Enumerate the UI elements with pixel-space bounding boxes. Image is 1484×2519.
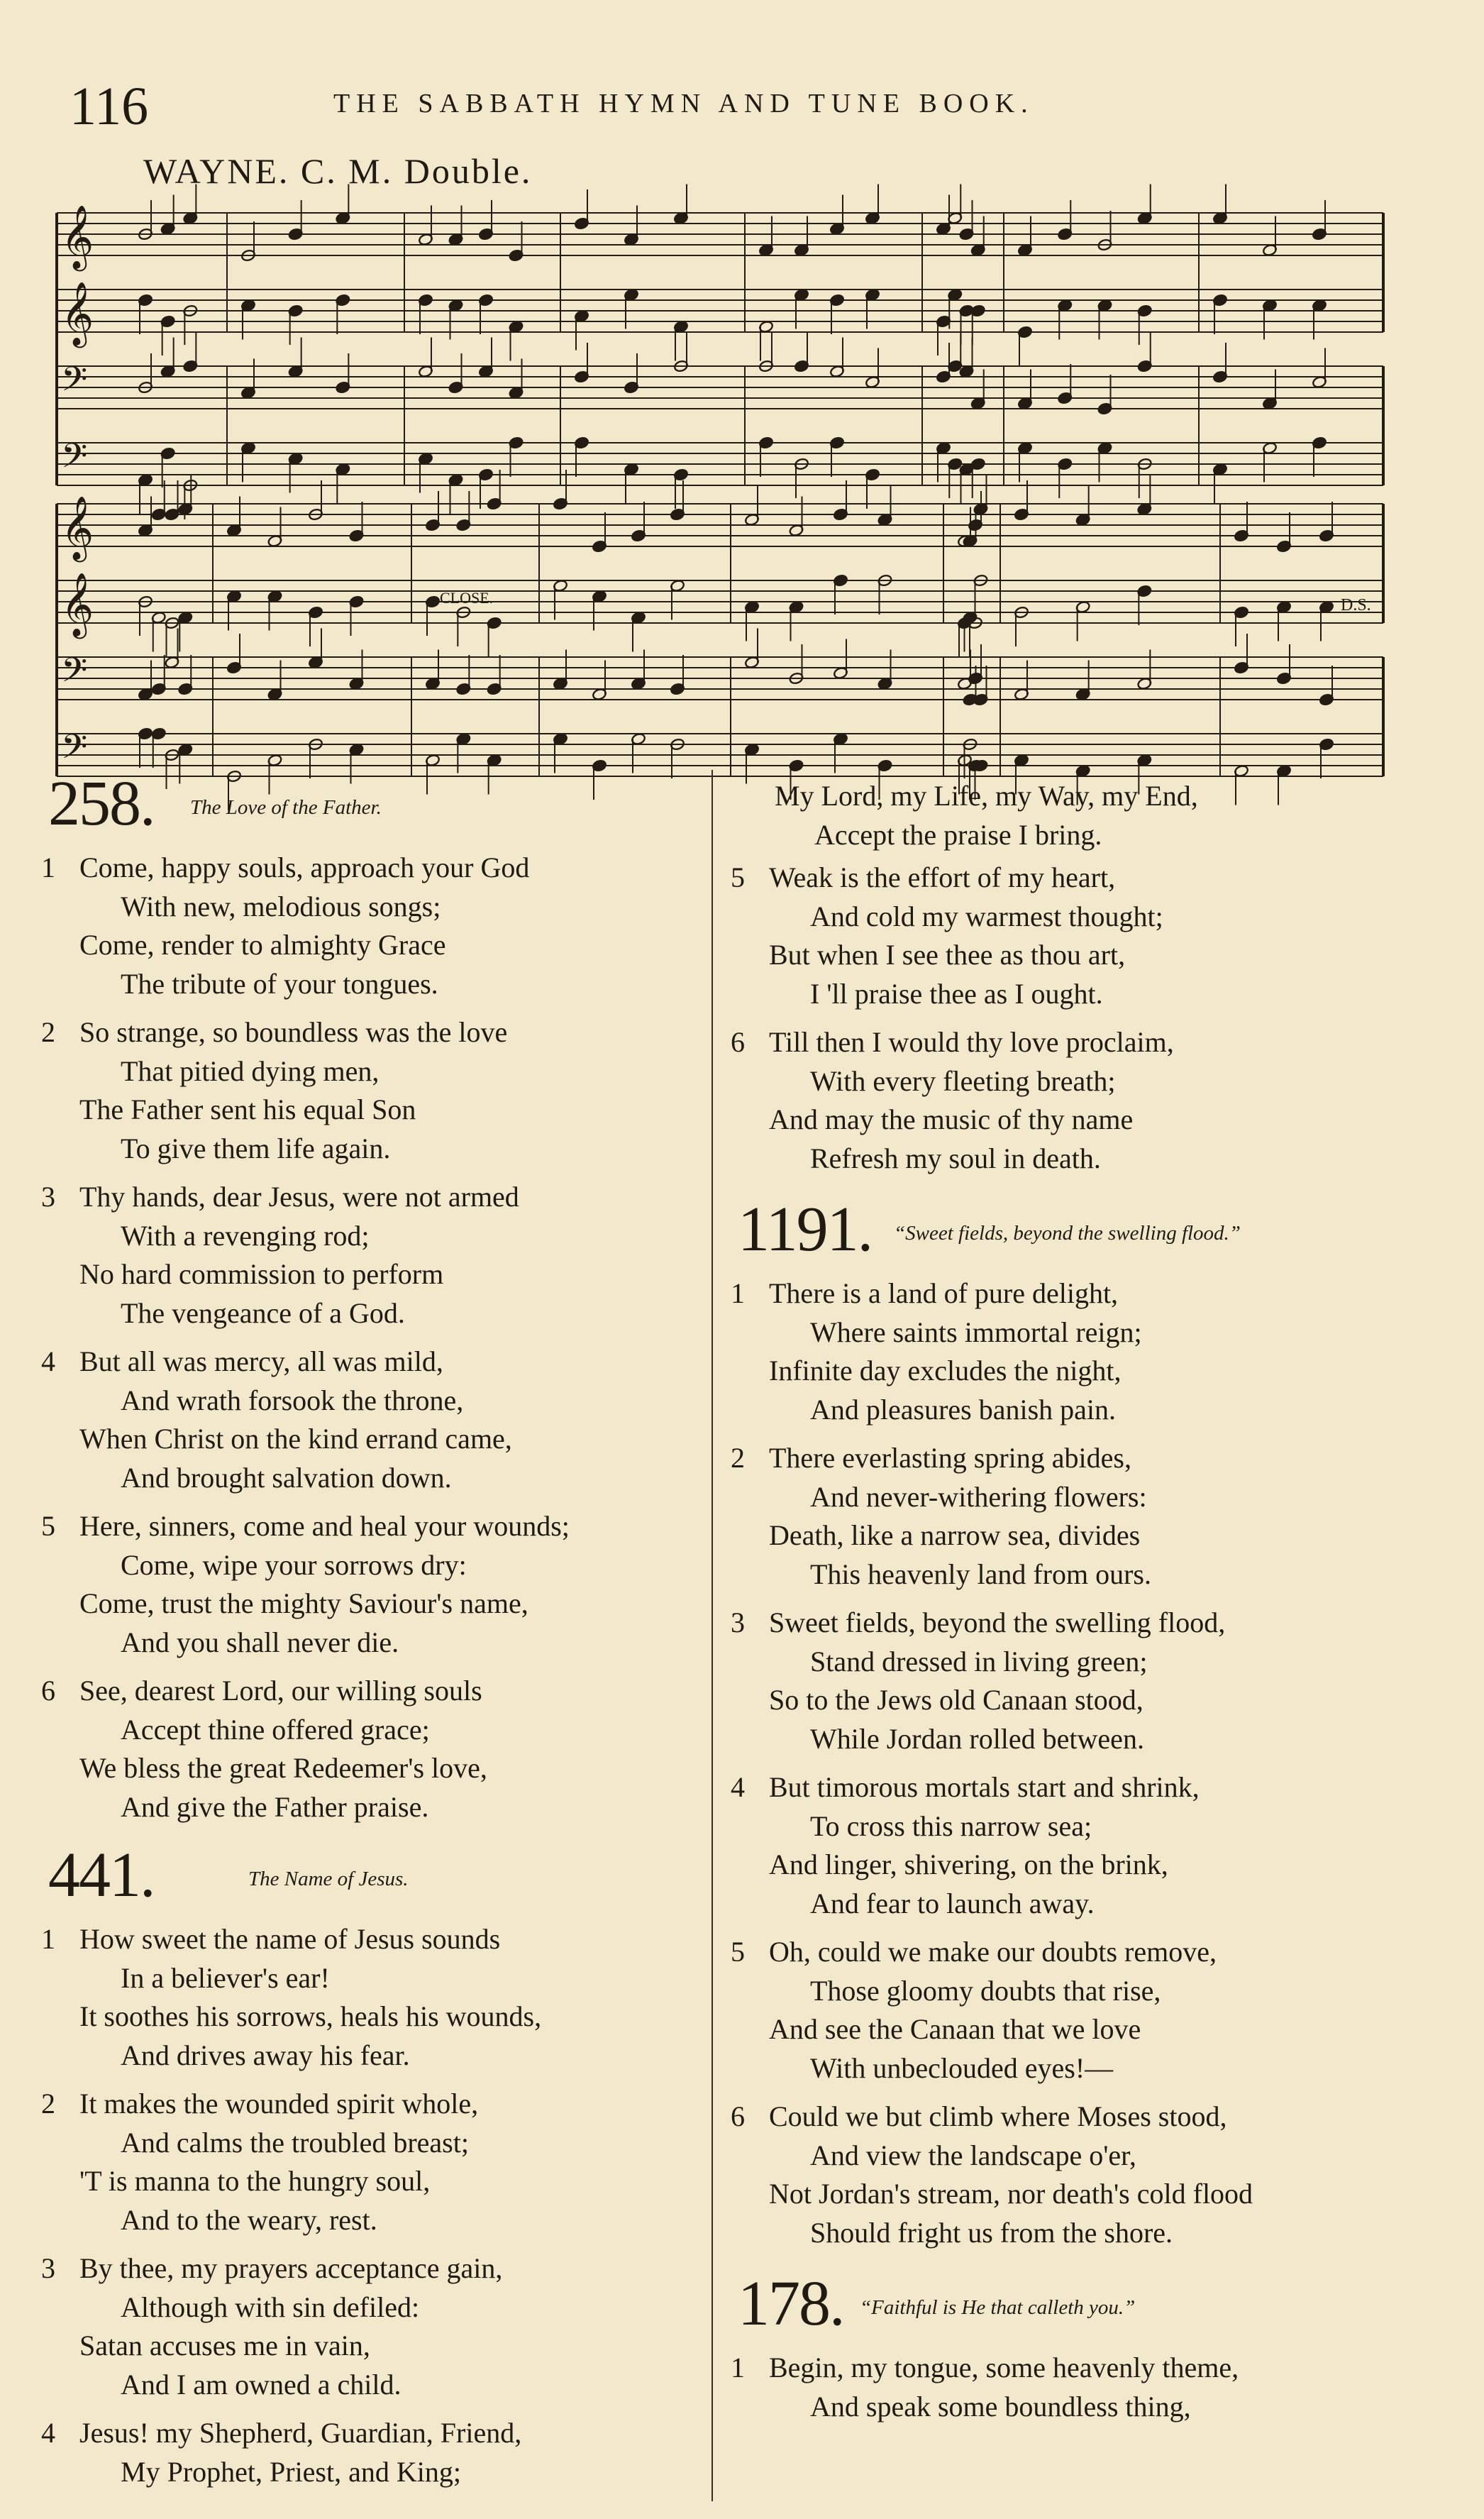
verse-line — [731, 1140, 1440, 1179]
verse-line — [41, 849, 701, 888]
verse-number: 4 — [731, 1771, 745, 1803]
verse-number: 5 — [731, 861, 745, 893]
verse-line — [731, 1352, 1440, 1391]
verse-line — [41, 1624, 701, 1663]
verse — [731, 2098, 1440, 2252]
hymn-subtitle: The Name of Jesus. — [248, 1868, 409, 1890]
verse-number: 1 — [41, 851, 55, 883]
verse-line — [41, 1997, 701, 2036]
verse-text: Refresh my soul in death. — [810, 1142, 1101, 1174]
treble-clef: 𝄞 — [61, 573, 94, 635]
verse-text: And see the Canaan that we love — [769, 2013, 1141, 2045]
verse-text: With new, melodious songs; — [121, 890, 441, 922]
verse-line — [41, 1255, 701, 1294]
hymn-number: 178. — [738, 2269, 844, 2339]
verse-text: But all was mercy, all was mild, — [79, 1345, 443, 1377]
verse-line — [731, 1023, 1440, 1062]
hymn-header — [41, 768, 701, 849]
verse-text: By thee, my prayers acceptance gain, — [79, 2252, 503, 2284]
hymn-header — [731, 1194, 1440, 1274]
verse-text: And pleasures banish pain. — [810, 1393, 1117, 1426]
verse-line — [41, 2249, 701, 2288]
verse-line — [41, 2288, 701, 2327]
verse-line — [41, 2453, 701, 2492]
verse-text: Thy hands, dear Jesus, were not armed — [79, 1181, 519, 1213]
verse-text: And wrath forsook the throne, — [121, 1384, 464, 1416]
verse-text: And never-withering flowers: — [810, 1480, 1147, 1513]
hymn-subtitle: “Faithful is He that calleth you.” — [860, 2296, 1136, 2319]
verse-text: 'T is manna to the hungry soul, — [79, 2165, 431, 2197]
verse-line — [731, 2137, 1440, 2176]
verse-line — [41, 1052, 701, 1091]
verse-text: The vengeance of a God. — [121, 1296, 405, 1329]
verse-line — [731, 1846, 1440, 1885]
verse-text: To give them life again. — [121, 1132, 391, 1164]
verse — [731, 2349, 1440, 2426]
verse-line — [41, 926, 701, 965]
verse-number: 3 — [41, 2252, 55, 2284]
verse-text: Sweet fields, beyond the swelling flood, — [769, 1606, 1226, 1638]
verse-line — [731, 1604, 1440, 1643]
verse — [41, 1178, 701, 1333]
verse-number: 4 — [41, 2417, 55, 2449]
verse-text: There everlasting spring abides, — [769, 1442, 1131, 1474]
tune-title: WAYNE. C. M. Double. — [143, 151, 533, 191]
verse-line — [41, 1343, 701, 1382]
verse-text: Those gloomy doubts that rise, — [810, 1974, 1161, 2007]
verse-line — [731, 1555, 1440, 1594]
verse-line — [731, 1101, 1440, 1140]
treble-clef: 𝄞 — [61, 497, 94, 558]
verse-line — [41, 1507, 701, 1546]
verse-line — [731, 1062, 1440, 1101]
verse-text: This heavenly land from ours. — [810, 1558, 1151, 1590]
verse-number: 1 — [731, 1277, 745, 1309]
score-svg — [0, 192, 1484, 774]
verse-text: With a revenging rod; — [121, 1219, 370, 1252]
verse-text: And calms the troubled breast; — [121, 2126, 469, 2159]
verse-line — [731, 2098, 1440, 2137]
verse-line — [731, 1478, 1440, 1517]
verse-line — [731, 2349, 1440, 2388]
verse-text: See, dearest Lord, our willing souls — [79, 1675, 482, 1707]
treble-clef: 𝄞 — [61, 206, 94, 268]
verse — [731, 1023, 1440, 1178]
verse — [41, 2085, 701, 2239]
verse-text: And to the weary, rest. — [121, 2203, 377, 2236]
verse-text: Accept thine offered grace; — [121, 1713, 430, 1746]
verse-number: 3 — [731, 1606, 745, 1638]
verse-number: 6 — [41, 1675, 55, 1707]
verse-line — [731, 1681, 1440, 1720]
verse-number: 2 — [41, 1016, 55, 1048]
hymn-header — [731, 2269, 1440, 2349]
verse-line — [41, 1920, 701, 1959]
verse-line — [731, 1885, 1440, 1924]
verse-text: Although with sin defiled: — [121, 2291, 420, 2323]
page-number: 116 — [70, 77, 149, 136]
verse — [41, 1507, 701, 1662]
verse-line — [41, 2124, 701, 2163]
verse-line — [41, 2366, 701, 2405]
verse-line — [41, 888, 701, 927]
hymn-subtitle: “Sweet fields, beyond the swelling flood.” — [894, 1222, 1241, 1245]
bass-clef: 𝄢 — [61, 651, 88, 698]
verse-text: And drives away his fear. — [121, 2039, 410, 2071]
verse-text: Not Jordan's stream, nor death's cold flood — [769, 2178, 1253, 2210]
verse — [41, 2249, 701, 2404]
verse-line — [731, 898, 1440, 937]
verse-line — [41, 2414, 701, 2453]
verse-line — [731, 975, 1440, 1014]
verse-line — [731, 1933, 1440, 1972]
verse-number: 1 — [731, 2352, 745, 2383]
verse-text: When Christ on the kind errand came, — [79, 1423, 512, 1455]
verse — [731, 859, 1440, 1013]
verse-text: Could we but climb where Moses stood, — [769, 2100, 1227, 2132]
verse-text: There is a land of pure delight, — [769, 1277, 1119, 1309]
verse-line — [731, 859, 1440, 898]
verse-line — [41, 1788, 701, 1827]
verse-text: Satan accuses me in vain, — [79, 2330, 370, 2361]
close-mark: CLOSE. — [440, 589, 494, 607]
verse-line — [731, 1643, 1440, 1682]
verse-text: Death, like a narrow sea, divides — [769, 1519, 1141, 1551]
verse-text: My Prophet, Priest, and King; — [121, 2455, 461, 2488]
verse-text: So strange, so boundless was the love — [79, 1016, 508, 1048]
hymn-header — [41, 1840, 701, 1920]
verse-line — [731, 2388, 1440, 2427]
verse-number: 2 — [41, 2088, 55, 2120]
verse-text: Begin, my tongue, some heavenly theme, — [769, 2352, 1239, 2383]
verse-line — [41, 1382, 701, 1421]
verse-text: Come, happy souls, approach your God — [79, 851, 530, 883]
verse — [41, 2414, 701, 2491]
verse-number: 5 — [731, 1936, 745, 1968]
verse-text: While Jordan rolled between. — [810, 1722, 1144, 1755]
verse-text: Should fright us from the shore. — [810, 2216, 1173, 2249]
verse-number: 5 — [41, 1510, 55, 1542]
verse-line — [41, 1294, 701, 1333]
verse-line — [41, 2327, 701, 2366]
verse-text: And brought salvation down. — [121, 1461, 452, 1494]
bass-clef: 𝄢 — [61, 728, 88, 774]
verse-line — [41, 1672, 701, 1711]
verse-text: And I am owned a child. — [121, 2368, 402, 2401]
verse — [731, 1933, 1440, 2088]
verse-line — [41, 1091, 701, 1130]
running-title: THE SABBATH HYMN AND TUNE BOOK. — [333, 89, 1034, 118]
verse-line — [731, 1439, 1440, 1478]
verse-text: In a believer's ear! — [121, 1961, 330, 1994]
verse-text: How sweet the name of Jesus sounds — [79, 1923, 501, 1955]
verse-line — [731, 1720, 1440, 1759]
verse-text: The Father sent his equal Son — [79, 1093, 416, 1125]
verse-line — [731, 936, 1440, 975]
verse-text: And fear to launch away. — [810, 1887, 1095, 1919]
ds-mark: D.S. — [1341, 596, 1371, 614]
verse-text: And give the Father praise. — [121, 1790, 429, 1823]
verse-line — [731, 1768, 1440, 1807]
verse — [41, 1013, 701, 1168]
verse-text: Weak is the effort of my heart, — [769, 861, 1116, 893]
verse-line — [41, 1178, 701, 1217]
hymn-subtitle: The Love of the Father. — [190, 796, 382, 819]
verse-line — [731, 2175, 1440, 2214]
verse-line: Accept the praise I bring. — [814, 818, 1102, 851]
verse-text: Come, trust the mighty Saviour's name, — [79, 1587, 528, 1619]
verse-text: It soothes his sorrows, heals his wounds, — [79, 2000, 542, 2032]
verse-text: Oh, could we make our doubts remove, — [769, 1936, 1217, 1968]
verse-line — [41, 1546, 701, 1585]
verse — [41, 1343, 701, 1497]
verse-line — [731, 2214, 1440, 2253]
verse-text: No hard commission to perform — [79, 1258, 444, 1290]
left-column — [41, 768, 701, 2501]
bass-clef: 𝄢 — [61, 437, 88, 483]
verse-line — [41, 1459, 701, 1498]
verse-text: Till then I would thy love proclaim, — [769, 1026, 1174, 1058]
verse-text: And cold my warmest thought; — [810, 900, 1163, 932]
verse-number: 6 — [731, 1026, 745, 1058]
verse — [731, 1604, 1440, 1758]
verse-number: 1 — [41, 1923, 55, 1955]
hymn-number: 258. — [48, 768, 155, 839]
verse-text: Come, render to almighty Grace — [79, 929, 446, 961]
bass-clef: 𝄢 — [61, 360, 88, 407]
verse-text: And linger, shivering, on the brink, — [769, 1848, 1168, 1880]
verse-line — [41, 1217, 701, 1256]
column-divider — [711, 770, 713, 2501]
verse-text: Here, sinners, come and heal your wounds; — [79, 1510, 570, 1542]
verse-line — [41, 2085, 701, 2124]
hymn-number: 1191. — [738, 1194, 873, 1264]
verse-text: It makes the wounded spirit whole, — [79, 2088, 479, 2120]
verse-text: And view the landscape o'er, — [810, 2139, 1136, 2171]
verse — [41, 1920, 701, 2075]
music-score — [0, 192, 1484, 774]
verse — [41, 1672, 701, 1826]
verse-text: We bless the great Redeemer's love, — [79, 1752, 487, 1784]
verse — [731, 1439, 1440, 1594]
verse-number: 6 — [731, 2100, 745, 2132]
verse-line: My Lord, my Life, my Way, my End, — [775, 780, 1198, 812]
verse-text: So to the Jews old Canaan stood, — [769, 1684, 1144, 1716]
verse-text: And may the music of thy name — [769, 1103, 1134, 1135]
verse — [731, 1768, 1440, 1923]
verse-text: Stand dressed in living green; — [810, 1645, 1148, 1677]
hymn-number: 441. — [48, 1840, 155, 1910]
verse — [41, 849, 701, 1003]
verse-text: Where saints immortal reign; — [810, 1316, 1142, 1348]
verse-line — [41, 965, 701, 1004]
verse-text: And speak some boundless thing, — [810, 2390, 1191, 2422]
verse-line — [41, 2162, 701, 2201]
verse-line — [41, 1959, 701, 1998]
verse-text: But when I see thee as thou art, — [769, 939, 1126, 971]
verse-text: I 'll praise thee as I ought. — [810, 977, 1103, 1010]
verse-line — [41, 2036, 701, 2076]
verse-line — [731, 1391, 1440, 1430]
verse-text: And you shall never die. — [121, 1626, 399, 1658]
verse-line — [731, 2010, 1440, 2049]
verse-text: The tribute of your tongues. — [121, 967, 438, 1000]
verse-text: With every fleeting breath; — [810, 1064, 1116, 1097]
verse-line — [731, 2049, 1440, 2088]
verse-text: With unbeclouded eyes!— — [810, 2051, 1114, 2084]
verse — [731, 1274, 1440, 1429]
verse-line — [41, 1711, 701, 1750]
right-column — [731, 777, 1440, 2436]
verse-line — [41, 2201, 701, 2240]
treble-clef: 𝄞 — [61, 282, 94, 344]
verse-line — [731, 1274, 1440, 1313]
verse-line — [731, 1313, 1440, 1352]
verse-text: But timorous mortals start and shrink, — [769, 1771, 1200, 1803]
verse-line — [41, 1013, 701, 1052]
verse-text: Infinite day excludes the night, — [769, 1355, 1122, 1387]
verse-number: 4 — [41, 1345, 55, 1377]
verse-line — [41, 1749, 701, 1788]
verse-text: That pitied dying men, — [121, 1054, 380, 1087]
verse-line — [731, 1516, 1440, 1555]
verse-line — [41, 1420, 701, 1459]
verse-line — [731, 1972, 1440, 2011]
verse-text: Jesus! my Shepherd, Guardian, Friend, — [79, 2417, 522, 2449]
verse-line — [731, 1807, 1440, 1846]
verse-number: 2 — [731, 1442, 745, 1474]
verse-line — [41, 1584, 701, 1624]
page-header — [0, 0, 1484, 191]
verse-text: To cross this narrow sea; — [810, 1809, 1092, 1842]
verse-line — [41, 1130, 701, 1169]
verse-text: Come, wipe your sorrows dry: — [121, 1548, 467, 1581]
verse-number: 3 — [41, 1181, 55, 1213]
